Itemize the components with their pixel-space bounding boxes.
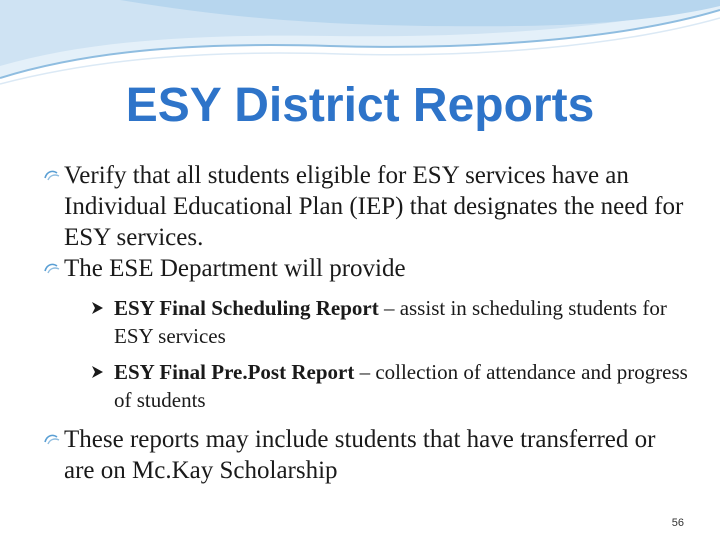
bullet-text: The ESE Department will provide <box>64 255 406 282</box>
sub-bullet-item <box>90 358 690 414</box>
slide-content <box>40 160 690 486</box>
arrowhead-bullet-icon <box>90 301 104 315</box>
bullet-swirl-icon <box>43 432 61 446</box>
report-name: ESY Final Pre.Post Report <box>114 360 355 384</box>
report-name: ESY Final Scheduling Report <box>114 296 379 320</box>
sub-bullet-list <box>40 294 690 414</box>
bullet-text: These reports may include students that have transferred or are on Mc.Kay Scholarship <box>64 426 656 484</box>
bullet-text: Verify that all students eligible for ESY services have an Individual Educational Plan (IEP) that designates the need for ESY services. <box>64 162 684 251</box>
bullet-item <box>40 160 690 253</box>
report-description: – assist in scheduling students for ESY services <box>114 296 667 348</box>
page-number: 56 <box>671 517 684 529</box>
bullet-item <box>40 253 690 284</box>
bullet-item <box>40 424 690 486</box>
bullet-swirl-icon <box>43 261 61 275</box>
report-description: – collection of attendance and progress of students <box>114 360 688 412</box>
bullet-swirl-icon <box>43 168 61 182</box>
arrowhead-bullet-icon <box>90 365 104 379</box>
sub-bullet-item <box>90 294 690 350</box>
slide-title: ESY District Reports <box>125 79 595 132</box>
